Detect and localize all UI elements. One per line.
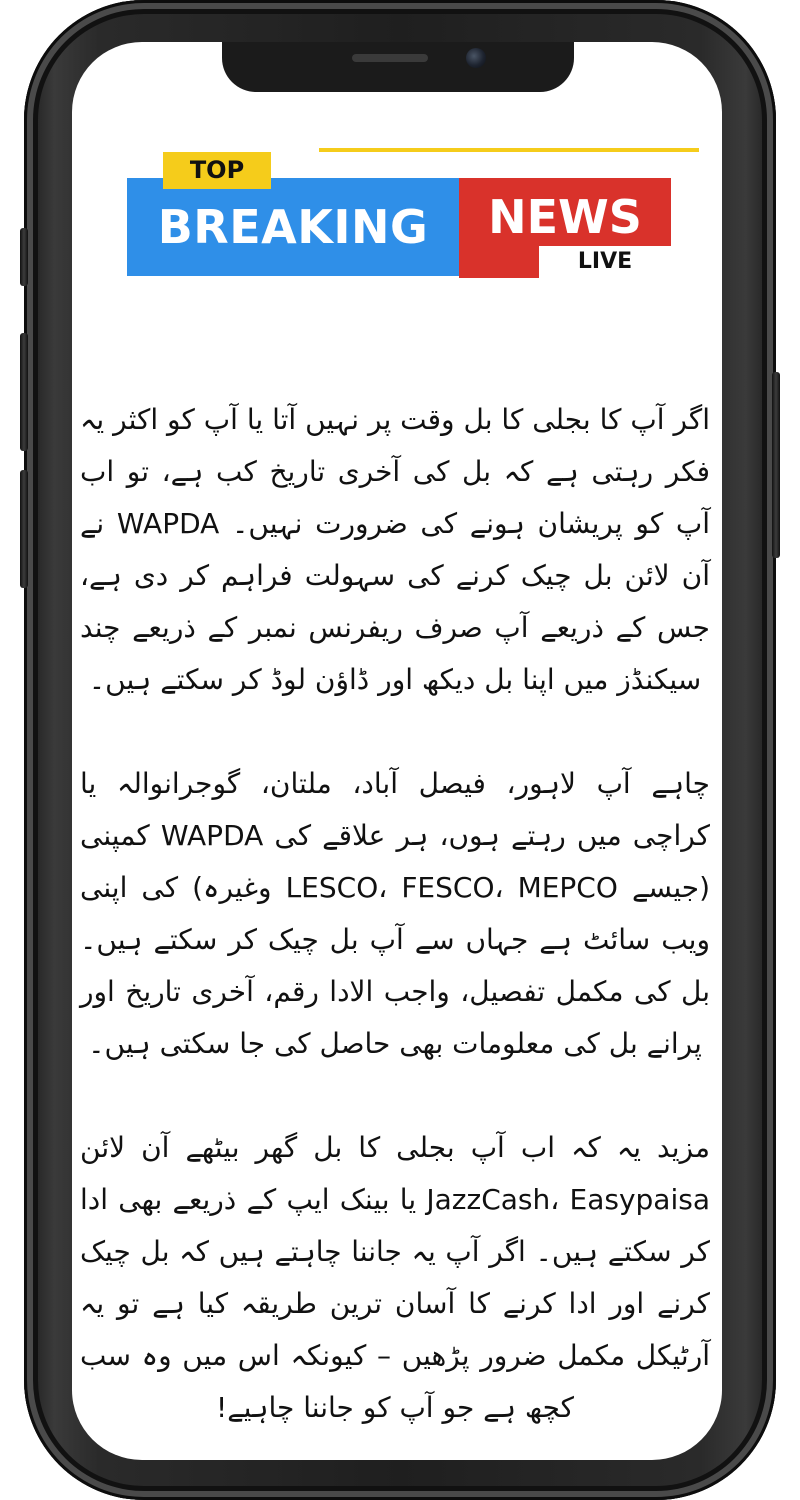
top-breaking-news-logo <box>127 148 672 278</box>
logo-breaking-text: BREAKING <box>157 200 429 254</box>
logo-top-label: TOP <box>163 152 271 189</box>
logo-news-block <box>459 178 671 278</box>
volume-up-button <box>20 333 28 451</box>
article-paragraph: چاہے آپ لاہور، فیصل آباد، ملتان، گوجرانوالہ یا کراچی میں رہتے ہوں، ہر علاقے کی WAPDA کمپنی (جیسے LESCO، FESCO، MEPCO وغیرہ) کی اپنی ویب سائٹ ہے جہاں سے آپ بل چیک کر سکتے ہیں۔ بل کی مکمل تفصیل، واجب الادا رقم، آخری تاریخ اور پرانے بل کی معلومات بھی حاصل کی جا سکتی ہیں۔ <box>80 767 711 1060</box>
article-body <box>80 394 710 1434</box>
logo-accent-line <box>319 148 699 152</box>
logo-live-label: LIVE <box>539 246 671 278</box>
speaker-grille <box>352 54 428 62</box>
article-paragraph: مزید یہ کہ اب آپ بجلی کا بل گھر بیٹھے آن لائن JazzCash، Easypaisa یا بینک ایپ کے ذریعے بھی ادا کر سکتے ہیں۔ اگر آپ یہ جاننا چاہتے ہیں کہ بل چیک کرنے اور ادا کرنے کا آسان ترین طریقہ کیا ہے تو یہ آرٹیکل مکمل ضرور پڑھیں – کیونکہ اس میں وہ سب کچھ ہے جو آپ کو جاننا چاہیے! <box>80 1131 710 1424</box>
phone-screen <box>72 42 722 1460</box>
silent-switch <box>20 228 28 286</box>
power-button <box>772 372 780 558</box>
front-camera-icon <box>466 48 486 68</box>
volume-down-button <box>20 470 28 588</box>
notch <box>222 42 574 92</box>
logo-breaking-block <box>127 178 459 276</box>
article-paragraph: اگر آپ کا بجلی کا بل وقت پر نہیں آتا یا آپ کو اکثر یہ فکر رہتی ہے کہ بل کی آخری تاریخ کب ہے، تو اب آپ کو پریشان ہونے کی ضرورت نہیں۔ WAPDA نے آن لائن بل چیک کرنے کی سہولت فراہم کر دی ہے، جس کے ذریعے آپ صرف ریفرنس نمبر کے ذریعے چند سیکنڈز میں اپنا بل دیکھ اور ڈاؤن لوڈ کر سکتے ہیں۔ <box>80 403 710 696</box>
logo-news-text: NEWS <box>488 190 642 244</box>
